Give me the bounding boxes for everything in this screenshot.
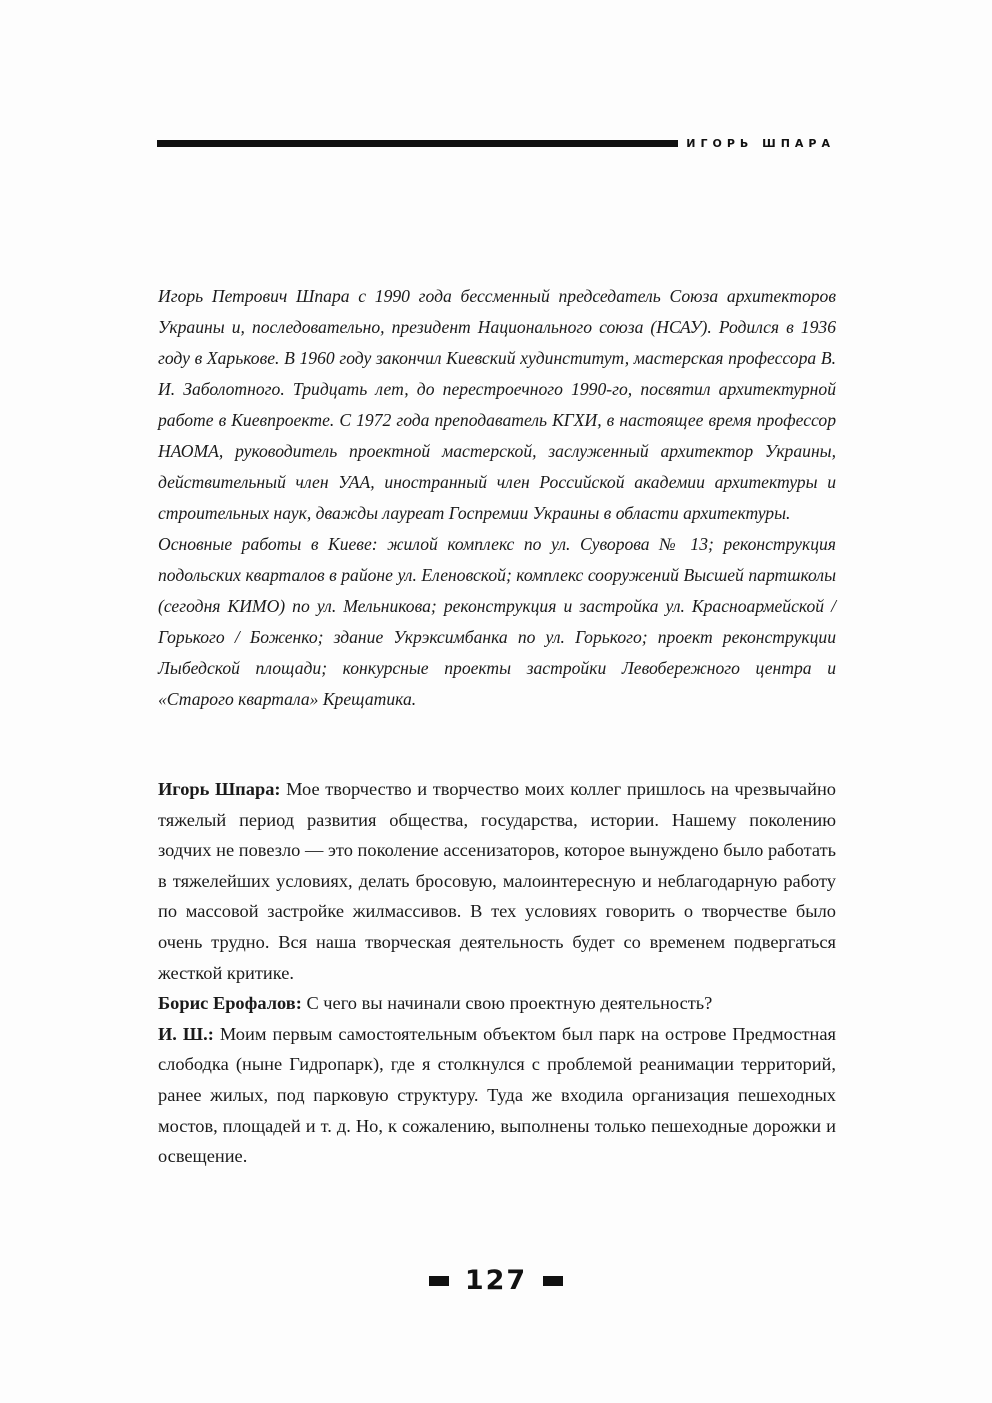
page-footer (0, 1265, 992, 1296)
interview-turn (158, 988, 836, 1019)
interview-turn (158, 1019, 836, 1172)
footer-square-left (429, 1276, 449, 1286)
bio-paragraph: Игорь Петрович Шпара с 1990 года бессменный председатель Союза архитекторов Украины и, последовательно, президент Национального союза (НСАУ). Родился в 1936 году в Харькове. В 1960 году закончил Киевский худинститут, мастерская профессора В. И. Заболотного. Тридцать лет, до перестроечного 1990-го, посвятил архитектурной работе в Киевпроекте. С 1972 года преподаватель КГХИ, в настоящее время профессор НАОМА, руководитель проектной мастерской, заслуженный архитектор Украины, действительный член УАА, иностранный член Российской академии архитектуры и строительных наук, дважды лауреат Госпремии Украины в области архитектуры. (158, 286, 836, 523)
footer-square-right (543, 1276, 563, 1286)
author-bio (158, 281, 836, 715)
speaker-label: Борис Ерофалов: (158, 993, 302, 1014)
interview-text (158, 774, 836, 1172)
turn-text: Моим первым самостоятельным объектом был парк на острове Предмостная слободка (ныне Гидропарк), где я столкнулся с проблемой реанимации территорий, ранее жилых, под парковую структуру. Туда же входила организация пешеходных мостов, площадей и т. д. Но, к сожалению, выполнены только пешеходные дорожки и освещение. (158, 1023, 836, 1167)
page-number: 127 (464, 1265, 528, 1296)
interview-turn (158, 774, 836, 988)
running-header (157, 135, 835, 151)
bio-works-paragraph: Основные работы в Киеве: жилой комплекс по ул. Суворова № 13; реконструкция подольских кварталов в районе ул. Еленовской; комплекс сооружений Высшей партшколы (сегодня КИМО) по ул. Мельникова; реконструкция и застройка ул. Красноармейской / Горького / Боженко; здание Укрэксимбанка по ул. Горького; проект реконструкции Лыбедской площади; конкурсные проекты застройки Левобережного центра и «Старого квартала» Крещатика. (158, 534, 836, 709)
header-rule (157, 140, 678, 147)
turn-text: С чего вы начинали свою проектную деятельность? (306, 993, 713, 1014)
speaker-label: И. Ш.: (158, 1023, 214, 1044)
turn-text: Мое творчество и творчество моих коллег пришлось на чрезвычайно тяжелый период развития общества, государства, истории. Нашему поколению зодчих не повезло — это поколение ассенизаторов, которое вынуждено было работать в тяжелейших условиях, делать бросовую, малоинтересную и неблагодарную работу по массовой застройке жилмассивов. В тех условиях говорить о творчестве было очень трудно. Вся наша творческая деятельность будет со временем подвергаться жесткой критике. (158, 779, 836, 983)
speaker-label: Игорь Шпара: (158, 779, 281, 799)
running-title: ИГОРЬ ШПАРА (686, 136, 835, 150)
